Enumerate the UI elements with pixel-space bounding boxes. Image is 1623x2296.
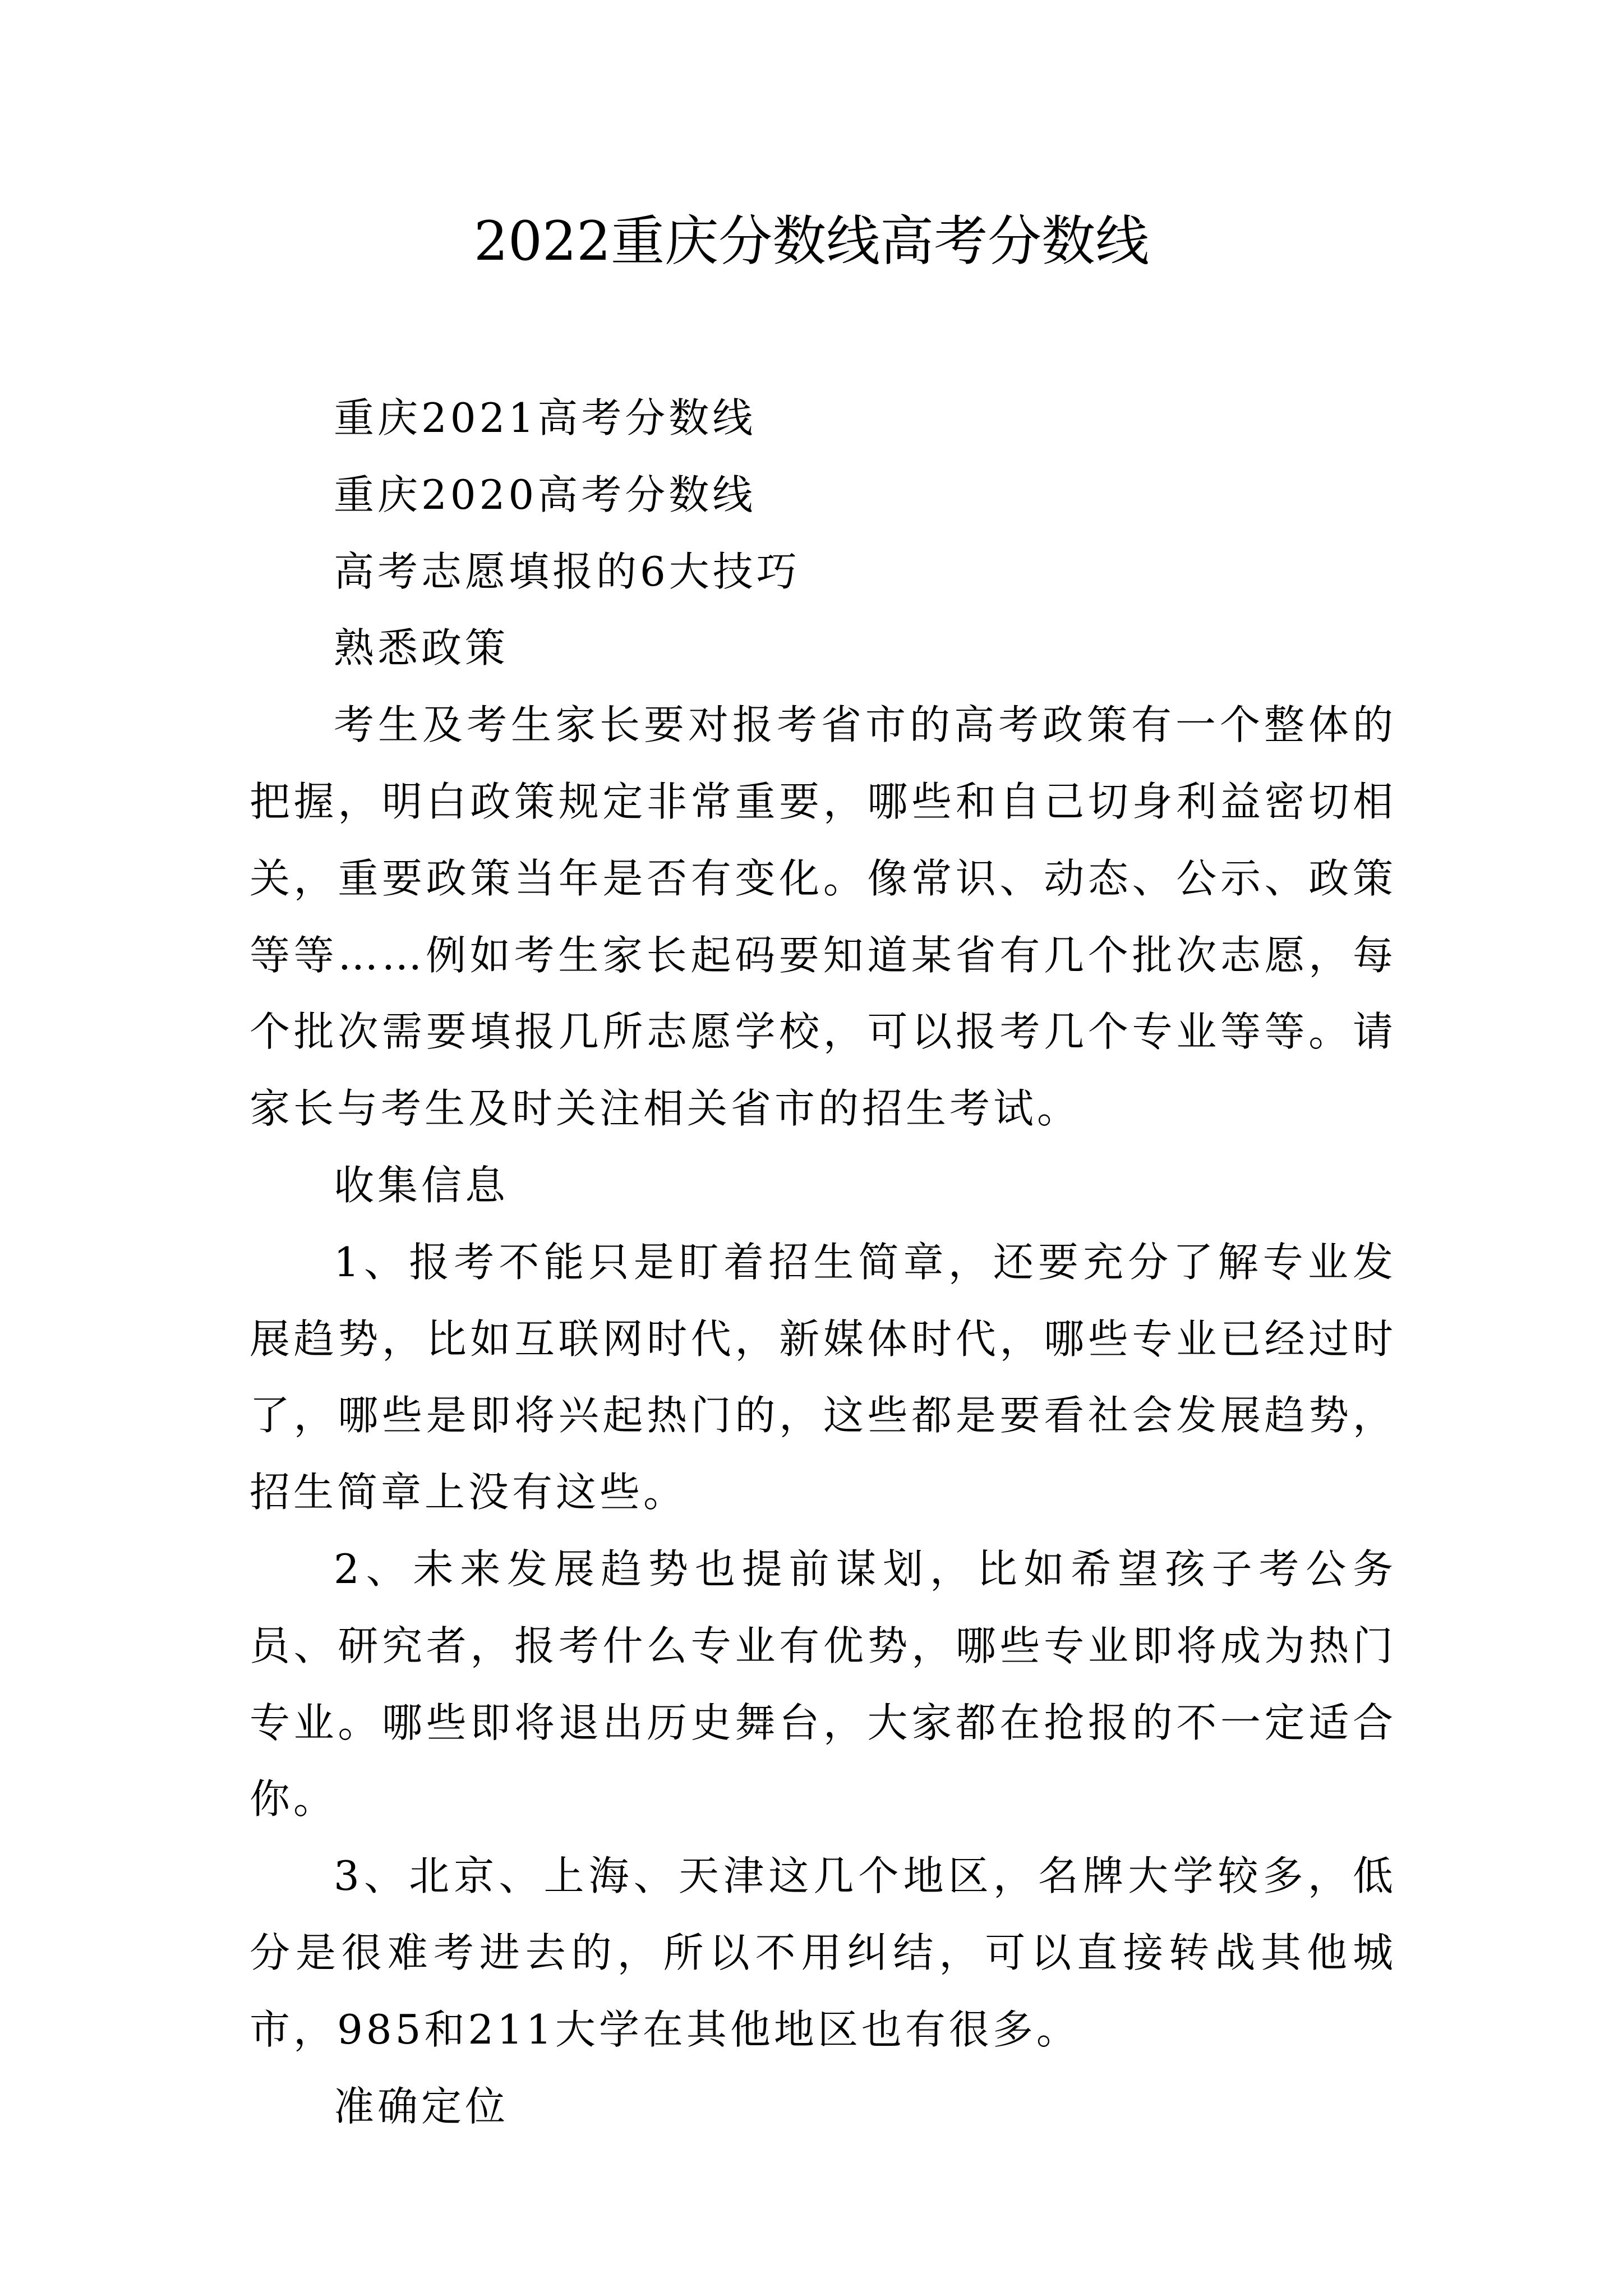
section-heading-information: 收集信息 [334,1161,509,1209]
document-body [250,380,1396,2145]
link-line-2021: 重庆2021高考分数线 [334,394,757,441]
link-line-2020: 重庆2020高考分数线 [334,471,757,518]
document-title: 2022重庆分数线高考分数线 [473,210,1150,273]
paragraph-item-1: 1、报考不能只是盯着招生简章，还要充分了解专业发展趋势，比如互联网时代，新媒体时代，哪些专业已经过时了，哪些是即将兴起热门的，这些都是要看社会发展趋势，招生简章上没有这些。 [250,1238,1396,1516]
paragraph-policy: 考生及考生家长要对报考省市的高考政策有一个整体的把握，明白政策规定非常重要，哪些和自己切身利益密切相关，重要政策当年是否有变化。像常识、动态、公示、政策等等……例如考生家长起码要知道某省有几个批次志愿，每个批次需要填报几所志愿学校，可以报考几个专业等等。请家长与考生及时关注相关省市的招生考试。 [250,701,1396,1133]
section-heading-positioning: 准确定位 [334,2082,509,2130]
paragraph-item-3: 3、北京、上海、天津这几个地区，名牌大学较多，低分是很难考进去的，所以不用纠结，可以直接转战其他城市，985和211大学在其他地区也有很多。 [250,1852,1396,2053]
paragraph-item-2: 2、未来发展趋势也提前谋划，比如希望孩子考公务员、研究者，报考什么专业有优势，哪些专业即将成为热门专业。哪些即将退出历史舞台，大家都在抢报的不一定适合你。 [250,1545,1396,1823]
section-heading-tips: 高考志愿填报的6大技巧 [334,547,800,595]
section-heading-policy: 熟悉政策 [334,624,509,672]
